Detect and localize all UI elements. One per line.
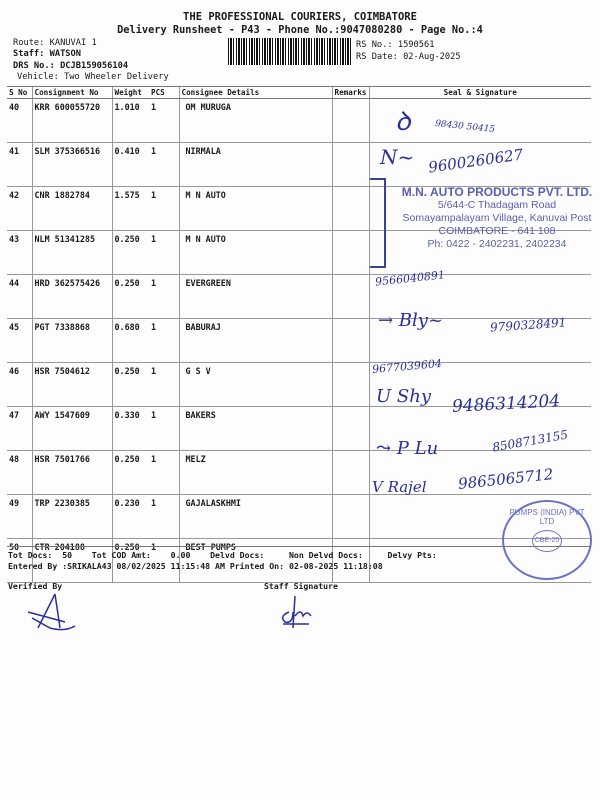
row-sno: 44 bbox=[7, 275, 32, 319]
row-sno: 40 bbox=[7, 99, 32, 143]
handwritten-phone-47: 9486314204 bbox=[451, 391, 561, 417]
row-sno: 49 bbox=[7, 495, 32, 539]
row-consignee: NIRMALA bbox=[179, 143, 332, 187]
row-consignee: MELZ bbox=[179, 451, 332, 495]
row-consignee: G S V bbox=[179, 363, 332, 407]
row-consignment-no: TRP 2230385 bbox=[32, 495, 112, 539]
table-header bbox=[7, 87, 591, 99]
vehicle: Vehicle: Two Wheeler Delivery bbox=[17, 72, 169, 82]
col-weight: Weight bbox=[112, 87, 149, 99]
totals-line: Tot Docs: 50 Tot COD Amt: 0.00 Delvd Docs: Non Delvd Docs: Delvy Pts: bbox=[8, 550, 437, 560]
row-consignment-no: CNR 1882784 bbox=[32, 187, 112, 231]
row-sno: 41 bbox=[7, 143, 32, 187]
col-pcs: PCS bbox=[149, 87, 179, 99]
row-consignment-no: NLM 51341285 bbox=[32, 231, 112, 275]
row-sno: 50 bbox=[7, 539, 32, 583]
signature-mark: N~ bbox=[380, 145, 415, 169]
row-consignment-no: HSR 7501766 bbox=[32, 451, 112, 495]
row-remarks bbox=[332, 231, 369, 275]
table-row bbox=[7, 99, 591, 143]
row-consignment-no: HRD 362575426 bbox=[32, 275, 112, 319]
row-weight: 1.010 bbox=[112, 99, 149, 143]
row-remarks bbox=[332, 451, 369, 495]
staff: Staff: WATSON bbox=[13, 49, 81, 59]
round-stamp-text: PUMPS (INDIA) PVT LTD bbox=[509, 508, 585, 526]
entered-by-line: Entered By :SRIKALA43 08/02/2025 11:15:48 AM Printed On: 02-08-2025 11:18:08 bbox=[8, 561, 383, 571]
row-consignee: BABURAJ bbox=[179, 319, 332, 363]
signature-mark: V Rajel bbox=[372, 478, 427, 496]
round-stamp-inner: CBE-25 bbox=[532, 530, 562, 552]
company-stamp bbox=[392, 186, 600, 251]
col-consignment: Consignment No bbox=[32, 87, 112, 99]
handwritten-phone-41: 9600260627 bbox=[427, 145, 525, 177]
row-pcs: 1 bbox=[149, 539, 179, 583]
barcode bbox=[228, 38, 352, 65]
col-sno: S No bbox=[7, 87, 32, 99]
row-pcs: 1 bbox=[149, 363, 179, 407]
row-consignee: M N AUTO bbox=[179, 187, 332, 231]
row-weight: 1.575 bbox=[112, 187, 149, 231]
row-weight: 0.250 bbox=[112, 231, 149, 275]
handwritten-phone-49: 9865065712 bbox=[457, 465, 555, 493]
signature-mark: → Bly~ bbox=[378, 310, 444, 331]
row-sno: 45 bbox=[7, 319, 32, 363]
company-name: THE PROFESSIONAL COURIERS, COIMBATORE bbox=[183, 11, 417, 23]
stamp-line: Ph: 0422 - 2402231, 2402234 bbox=[427, 238, 567, 250]
signature-mark: ⤳ P Lu bbox=[376, 438, 439, 459]
handwritten-phone-45: 9790328491 bbox=[489, 315, 567, 335]
row-sno: 48 bbox=[7, 451, 32, 495]
row-sno: 42 bbox=[7, 187, 32, 231]
row-remarks bbox=[332, 319, 369, 363]
row-weight: 0.680 bbox=[112, 319, 149, 363]
row-weight: 0.250 bbox=[112, 539, 149, 583]
stamp-line: COIMBATORE - 641 108 bbox=[438, 225, 556, 237]
stamp-bracket bbox=[370, 178, 386, 268]
runsheet-title: Delivery Runsheet - P43 - Phone No.:9047080280 - Page No.:4 bbox=[117, 24, 483, 36]
row-remarks bbox=[332, 407, 369, 451]
col-seal: Seal & Signature bbox=[369, 87, 591, 99]
signature-mark: U Shy bbox=[376, 386, 431, 407]
row-weight: 0.250 bbox=[112, 363, 149, 407]
rs-no: RS No.: 1590561 bbox=[356, 40, 435, 50]
divider bbox=[7, 546, 591, 547]
handwritten-phone-48: 8508713155 bbox=[491, 427, 569, 455]
rs-date: RS Date: 02-Aug-2025 bbox=[356, 52, 461, 62]
row-sno: 47 bbox=[7, 407, 32, 451]
row-pcs: 1 bbox=[149, 495, 179, 539]
drs-no: DRS No.: DCJB159056104 bbox=[13, 61, 129, 71]
verified-signature bbox=[20, 592, 80, 632]
handwritten-phone-46: 9677039604 bbox=[371, 356, 443, 377]
col-consignee: Consignee Details bbox=[179, 87, 332, 99]
verified-by-label: Verified By bbox=[8, 581, 63, 591]
row-pcs: 1 bbox=[149, 275, 179, 319]
row-remarks bbox=[332, 495, 369, 539]
handwritten-phone-44: 9566040891 bbox=[374, 268, 446, 289]
row-sno: 46 bbox=[7, 363, 32, 407]
stamp-line: 5/644-C Thadagam Road bbox=[437, 199, 557, 211]
handwritten-phone-40: 98430 50415 bbox=[434, 118, 496, 136]
row-pcs: 1 bbox=[149, 99, 179, 143]
row-pcs: 1 bbox=[149, 143, 179, 187]
row-weight: 0.230 bbox=[112, 495, 149, 539]
row-pcs: 1 bbox=[149, 319, 179, 363]
row-pcs: 1 bbox=[149, 451, 179, 495]
row-remarks bbox=[332, 275, 369, 319]
table-row bbox=[7, 275, 591, 319]
stamp-line: Somayampalayam Village, Kanuvai Post bbox=[402, 212, 592, 224]
row-remarks bbox=[332, 363, 369, 407]
row-consignment-no: PGT 7338868 bbox=[32, 319, 112, 363]
row-pcs: 1 bbox=[149, 407, 179, 451]
row-consignee: EVERGREEN bbox=[179, 275, 332, 319]
row-consignee: BEST PUMPS bbox=[179, 539, 332, 583]
row-consignment-no: KRR 600055720 bbox=[32, 99, 112, 143]
staff-signature bbox=[275, 594, 325, 630]
row-consignment-no: SLM 375366516 bbox=[32, 143, 112, 187]
row-pcs: 1 bbox=[149, 187, 179, 231]
row-remarks bbox=[332, 187, 369, 231]
row-weight: 0.330 bbox=[112, 407, 149, 451]
row-consignment-no: AWY 1547609 bbox=[32, 407, 112, 451]
col-remarks: Remarks bbox=[332, 87, 369, 99]
row-weight: 0.410 bbox=[112, 143, 149, 187]
row-weight: 0.250 bbox=[112, 451, 149, 495]
row-sno: 43 bbox=[7, 231, 32, 275]
stamp-line: M.N. AUTO PRODUCTS PVT. LTD. bbox=[401, 185, 593, 199]
round-stamp bbox=[502, 500, 592, 580]
row-consignee: OM MURUGA bbox=[179, 99, 332, 143]
row-consignment-no: CTR 204188 bbox=[32, 539, 112, 583]
signature-mark: ꝺ bbox=[395, 107, 411, 137]
route: Route: KANUVAI 1 bbox=[13, 38, 97, 48]
row-consignee: M N AUTO bbox=[179, 231, 332, 275]
row-weight: 0.250 bbox=[112, 275, 149, 319]
row-consignee: GAJALASKHMI bbox=[179, 495, 332, 539]
staff-signature-label: Staff Signature bbox=[264, 581, 338, 591]
row-consignment-no: HSR 7504612 bbox=[32, 363, 112, 407]
row-pcs: 1 bbox=[149, 231, 179, 275]
row-consignee: BAKERS bbox=[179, 407, 332, 451]
row-remarks bbox=[332, 143, 369, 187]
row-remarks bbox=[332, 99, 369, 143]
